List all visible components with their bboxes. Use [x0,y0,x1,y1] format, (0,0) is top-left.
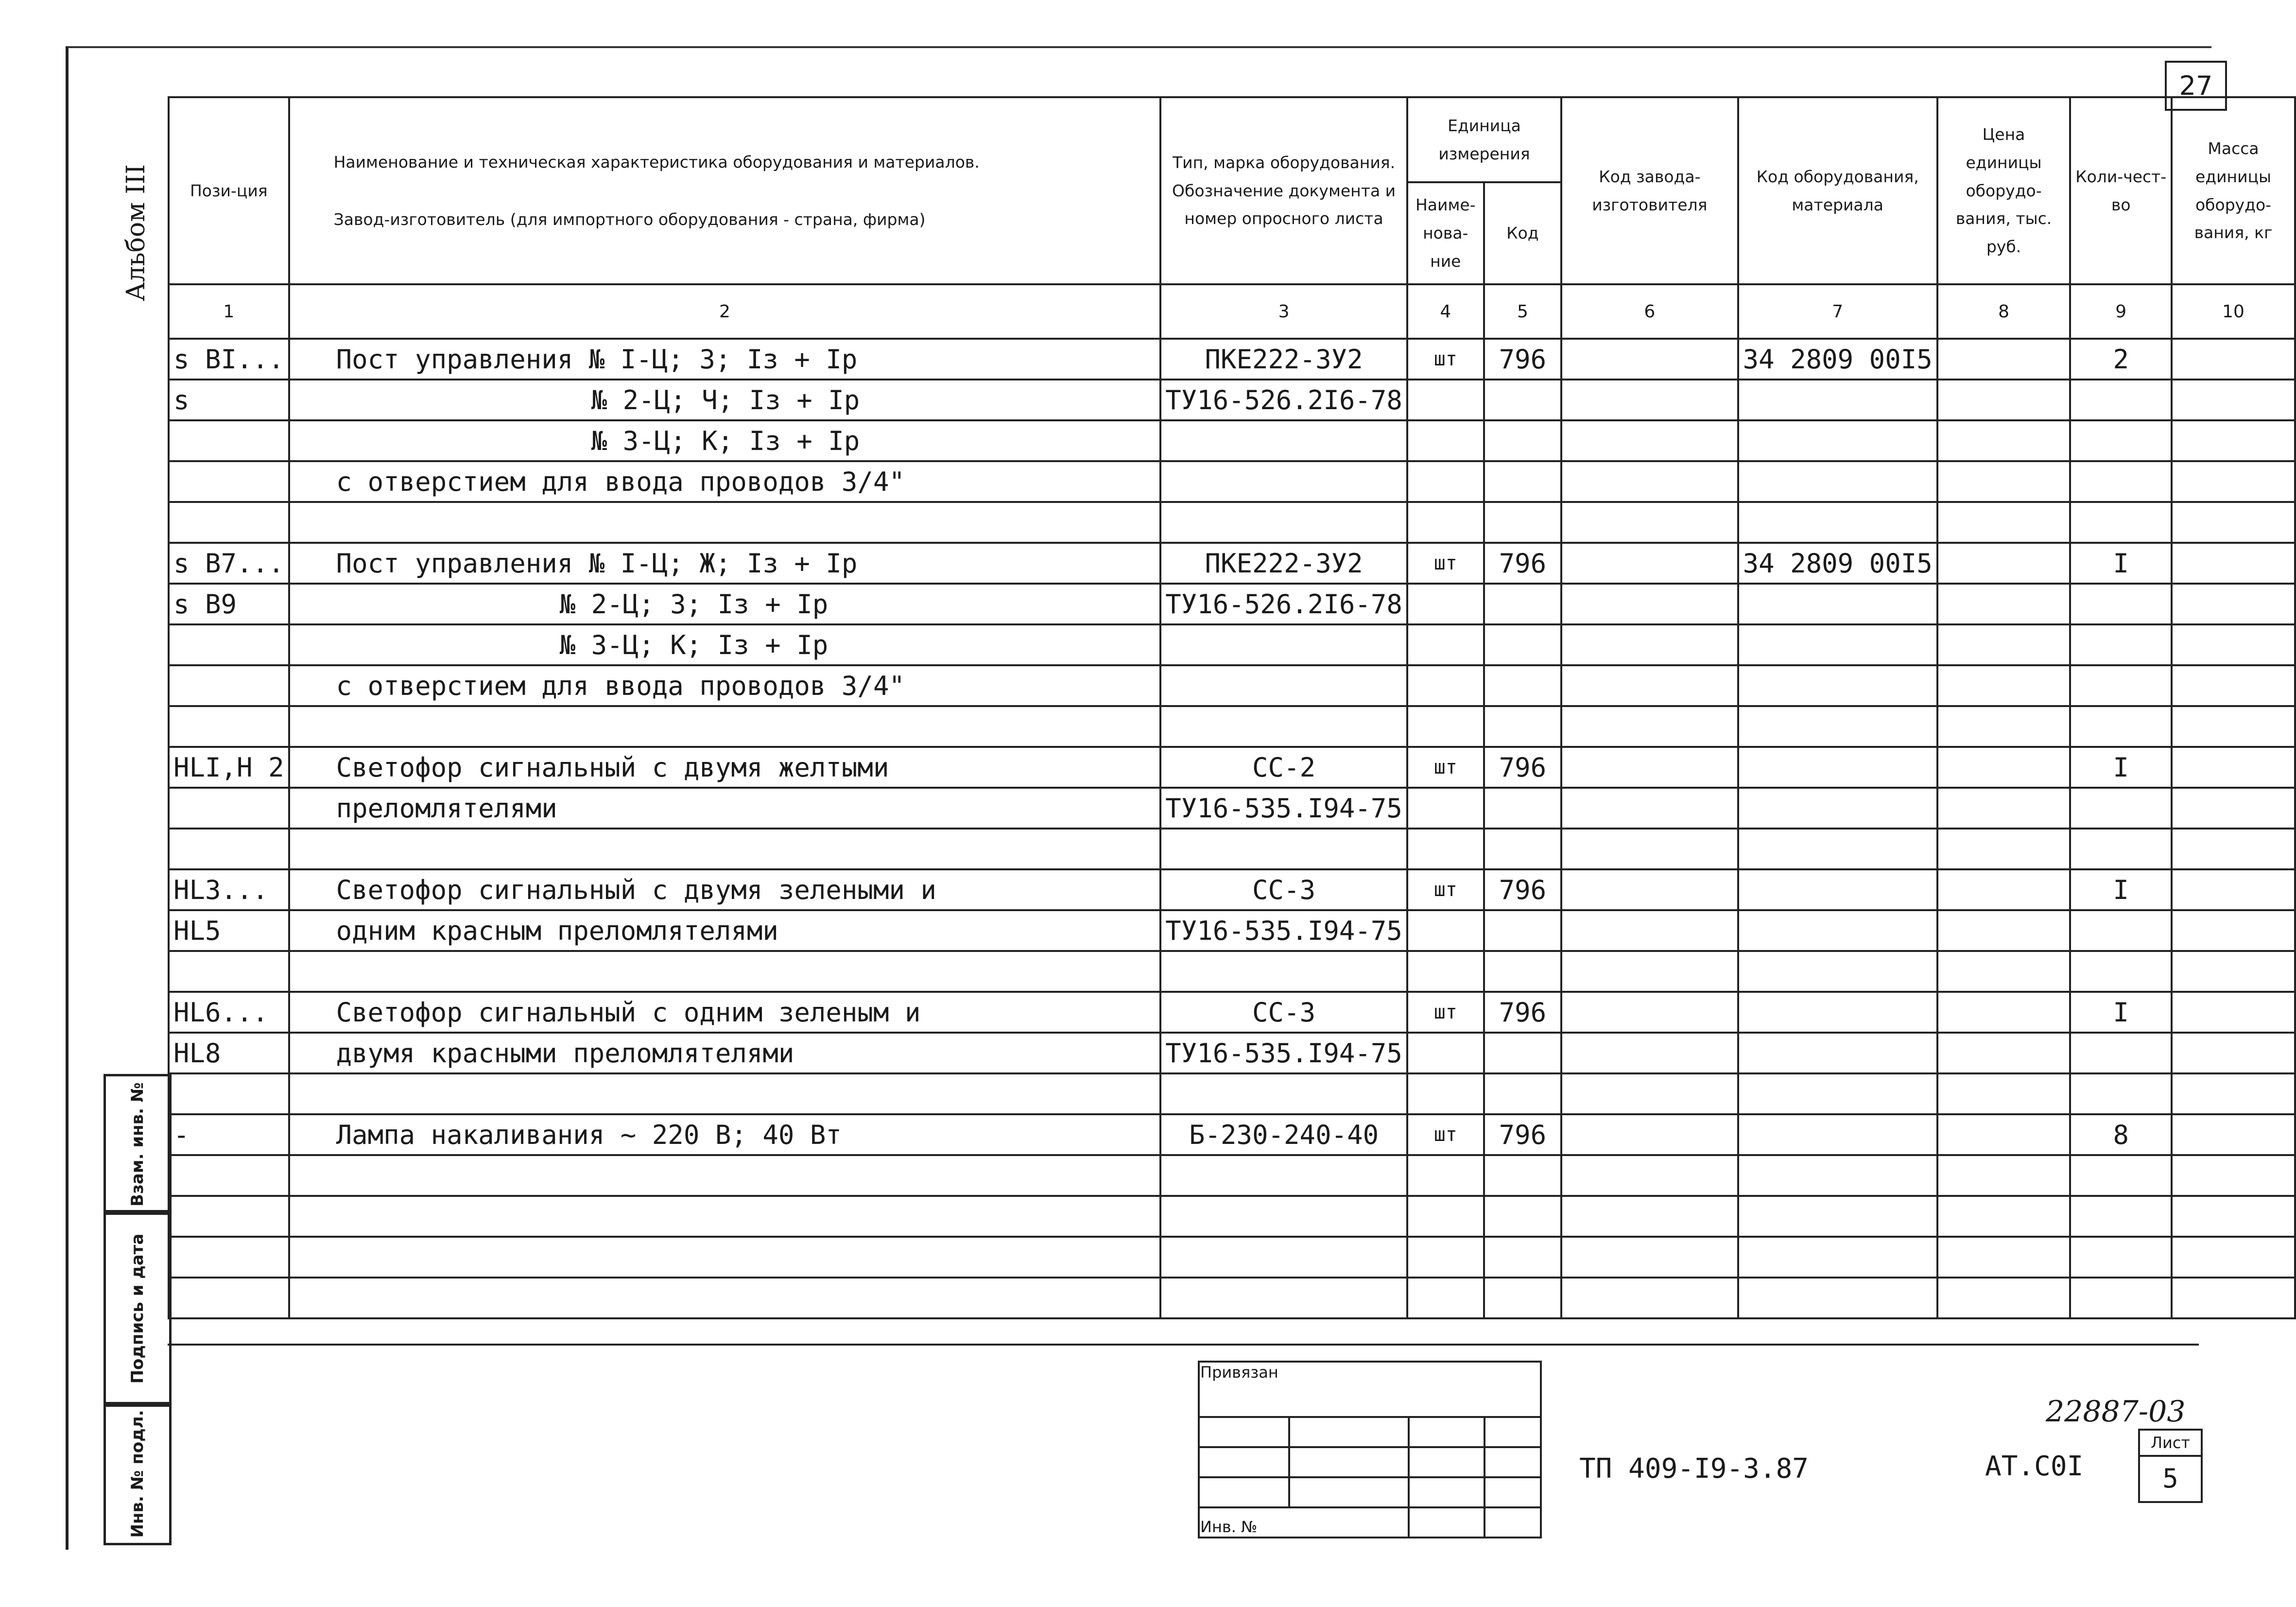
cell-factory-code [1561,1114,1738,1155]
cell-factory-code [1561,706,1738,747]
album-label: Альбом III [121,164,151,301]
cell-qty [2070,584,2172,624]
cell-name: № 3-Ц; К; Iз + Iр [289,624,1161,665]
stamp-tied-label: Привязан [1199,1362,1541,1417]
cell-factory-code [1561,1196,1738,1237]
cell-name: № 2-Ц; З; Iз + Iр [289,584,1161,624]
cell-unit: шт [1407,339,1484,380]
cell-unit: шт [1407,869,1484,910]
cell-qty [2070,1033,2172,1073]
cell-mass [2172,543,2295,584]
cell-type [1160,624,1407,665]
cell-unit: шт [1407,747,1484,788]
cell-factory-code [1561,665,1738,706]
cell-equip-code [1738,1155,1937,1196]
cell-price [1937,461,2071,502]
cell-position: - [169,1114,289,1155]
cell-name [289,1196,1161,1237]
col-equip-code-header: Код оборудования, материала [1738,97,1937,284]
cell-unit-code: 796 [1484,543,1561,584]
cell-qty [2070,788,2172,829]
cell-price [1937,1278,2071,1318]
table-row [169,747,2295,788]
cell-mass [2172,380,2295,420]
cell-price [1937,992,2071,1033]
cell-mass [2172,420,2295,461]
table-row [169,1033,2295,1073]
cell-equip-code [1738,1196,1937,1237]
cell-type [1160,706,1407,747]
cell-price [1937,380,2071,420]
cell-unit-code: 796 [1484,747,1561,788]
table-row [169,1073,2295,1114]
cell-qty [2070,706,2172,747]
cell-factory-code [1561,624,1738,665]
cell-mass [2172,461,2295,502]
cell-price [1937,869,2071,910]
cell-factory-code [1561,584,1738,624]
cell-mass [2172,1073,2295,1114]
cell-unit-code [1484,584,1561,624]
cell-position [169,1278,289,1318]
cell-factory-code [1561,788,1738,829]
cell-factory-code [1561,829,1738,869]
cell-qty [2070,829,2172,869]
cell-unit [1407,1155,1484,1196]
cell-name: № 3-Ц; К; Iз + Iр [289,420,1161,461]
cell-mass [2172,747,2295,788]
cell-price [1937,951,2071,992]
cell-unit-code [1484,1033,1561,1073]
column-number-row: 1 2 3 4 5 6 7 8 9 10 [169,284,2295,339]
cell-type [1160,665,1407,706]
table-row [169,461,2295,502]
cell-unit-code [1484,420,1561,461]
cell-mass [2172,706,2295,747]
handwritten-number: 22887-03 [2046,1395,2186,1429]
cell-mass [2172,584,2295,624]
table-row [169,706,2295,747]
cell-mass [2172,869,2295,910]
cell-mass [2172,1155,2295,1196]
cell-type: ТУ16-526.2I6-78 [1160,380,1407,420]
cell-type [1160,1237,1407,1278]
cell-qty [2070,1073,2172,1114]
cell-qty: I [2070,543,2172,584]
table-row [169,1155,2295,1196]
cell-unit [1407,461,1484,502]
cell-name: Пост управления № I-Ц; З; Iз + Iр [289,339,1161,380]
cell-equip-code [1738,910,1937,951]
cell-name: Пост управления № I-Ц; Ж; Iз + Iр [289,543,1161,584]
cell-name: Светофор сигнальный с одним зеленым и [289,992,1161,1033]
cell-type: СС-3 [1160,869,1407,910]
cell-position: s BI... [169,339,289,380]
cell-equip-code [1738,380,1937,420]
cell-price [1937,910,2071,951]
cell-position [169,829,289,869]
cell-factory-code [1561,339,1738,380]
cell-position: s [169,380,289,420]
cell-unit [1407,1073,1484,1114]
table-row [169,543,2295,584]
cell-mass [2172,992,2295,1033]
cell-name: одним красным преломлятелями [289,910,1161,951]
cell-type: СС-2 [1160,747,1407,788]
cell-price [1937,624,2071,665]
cell-mass [2172,1033,2295,1073]
table-row [169,380,2295,420]
cell-unit [1407,951,1484,992]
cell-unit [1407,1278,1484,1318]
cell-position [169,706,289,747]
cell-factory-code [1561,461,1738,502]
cell-factory-code [1561,747,1738,788]
cell-name [289,829,1161,869]
cell-equip-code [1738,869,1937,910]
table-row [169,1237,2295,1278]
cell-name [289,1237,1161,1278]
cell-unit-code [1484,1196,1561,1237]
col-qty-header: Коли-чест-во [2070,97,2172,284]
cell-position [169,461,289,502]
cell-type [1160,829,1407,869]
cell-factory-code [1561,1033,1738,1073]
cell-type: СС-3 [1160,992,1407,1033]
cell-unit [1407,420,1484,461]
sheet-number: 5 [2162,1463,2178,1494]
cell-unit-code [1484,380,1561,420]
sheet-label: Лист [2140,1431,2201,1457]
cell-mass [2172,910,2295,951]
cell-type [1160,1073,1407,1114]
cell-unit [1407,1196,1484,1237]
cell-factory-code [1561,502,1738,543]
side-stamp-signature: Подпись и дата [104,1210,172,1407]
cell-qty [2070,1237,2172,1278]
cell-position [169,420,289,461]
stamp-inv-label: Инв. № [1199,1507,1409,1538]
cell-price [1937,1155,2071,1196]
cell-price [1937,1114,2071,1155]
cell-qty [2070,461,2172,502]
cell-unit-code [1484,665,1561,706]
cell-position: HL3... [169,869,289,910]
col-price-header: Цена единицы оборудо-вания, тыс. руб. [1937,97,2071,284]
cell-unit-code: 796 [1484,1114,1561,1155]
cell-qty [2070,910,2172,951]
cell-price [1937,829,2071,869]
cell-type: ПКЕ222-3У2 [1160,339,1407,380]
cell-unit-code [1484,624,1561,665]
cell-qty [2070,420,2172,461]
col-unit-name-header: Наиме-нова-ние [1407,182,1484,284]
cell-equip-code [1738,1278,1937,1318]
cell-factory-code [1561,1278,1738,1318]
cell-unit-code: 796 [1484,992,1561,1033]
col-name-header: Наименование и техническая характеристика оборудования и материалов. Завод-изготовитель (для импортного оборудования - страна, фирма) [289,97,1161,284]
cell-price [1937,1073,2071,1114]
cell-mass [2172,339,2295,380]
cell-name [289,502,1161,543]
cell-unit-code [1484,829,1561,869]
cell-price [1937,420,2071,461]
cell-type [1160,502,1407,543]
cell-unit: шт [1407,543,1484,584]
cell-equip-code [1738,584,1937,624]
cell-equip-code [1738,829,1937,869]
table-row [169,788,2295,829]
cell-type: Б-230-240-40 [1160,1114,1407,1155]
col-unit-header: Единица измерения [1407,97,1561,182]
cell-unit [1407,502,1484,543]
cell-factory-code [1561,992,1738,1033]
cell-equip-code [1738,747,1937,788]
cell-price [1937,339,2071,380]
cell-unit-code [1484,502,1561,543]
table-row [169,1196,2295,1237]
table-row [169,869,2295,910]
cell-qty: I [2070,992,2172,1033]
cell-mass [2172,502,2295,543]
cell-unit [1407,584,1484,624]
cell-name: Светофор сигнальный с двумя желтыми [289,747,1161,788]
cell-price [1937,706,2071,747]
cell-mass [2172,1278,2295,1318]
corner-sheet-number: 27 [2165,61,2227,111]
table-row [169,624,2295,665]
cell-factory-code [1561,1155,1738,1196]
cell-price [1937,1196,2071,1237]
table-row [169,339,2295,380]
title-block [168,1344,2199,1545]
cell-price [1937,543,2071,584]
cell-equip-code: 34 2809 00I5 [1738,543,1937,584]
cell-mass [2172,1237,2295,1278]
cell-unit: шт [1407,1114,1484,1155]
cell-unit [1407,788,1484,829]
cell-unit-code [1484,1073,1561,1114]
cell-unit [1407,706,1484,747]
cell-equip-code [1738,1073,1937,1114]
cell-unit-code [1484,1155,1561,1196]
cell-type: ТУ16-535.I94-75 [1160,788,1407,829]
cell-mass [2172,951,2295,992]
cell-equip-code [1738,992,1937,1033]
cell-type [1160,1155,1407,1196]
cell-qty [2070,1278,2172,1318]
cell-equip-code [1738,420,1937,461]
cell-factory-code [1561,869,1738,910]
cell-position [169,1196,289,1237]
cell-position: HL8 [169,1033,289,1073]
cell-qty [2070,380,2172,420]
cell-name: Лампа накаливания ~ 220 В; 40 Вт [289,1114,1161,1155]
document-code: ТП 409-I9-3.87 [1579,1453,1809,1485]
cell-unit-code: 796 [1484,339,1561,380]
side-stamp-replacement: Взам. инв. № [104,1074,172,1215]
cell-position: HL6... [169,992,289,1033]
cell-qty [2070,951,2172,992]
cell-position [169,502,289,543]
cell-position: HLI,H 2 [169,747,289,788]
table-row [169,992,2295,1033]
cell-equip-code: 34 2809 00I5 [1738,339,1937,380]
cell-name [289,951,1161,992]
cell-equip-code [1738,1237,1937,1278]
table-row [169,420,2295,461]
cell-unit-code [1484,910,1561,951]
col-type-header: Тип, марка оборудования. Обозначение документа и номер опросного листа [1160,97,1407,284]
cell-unit [1407,1033,1484,1073]
cell-qty: 2 [2070,339,2172,380]
cell-equip-code [1738,951,1937,992]
document-mark: АТ.С0I [1985,1451,2084,1482]
cell-price [1937,1033,2071,1073]
cell-factory-code [1561,1237,1738,1278]
cell-qty [2070,1196,2172,1237]
cell-name: двумя красными преломлятелями [289,1033,1161,1073]
cell-unit [1407,380,1484,420]
cell-qty [2070,1155,2172,1196]
cell-name: с отверстием для ввода проводов 3/4" [289,461,1161,502]
cell-mass [2172,829,2295,869]
cell-qty: 8 [2070,1114,2172,1155]
sheet-box [2138,1429,2203,1503]
cell-qty: I [2070,747,2172,788]
cell-unit-code [1484,461,1561,502]
cell-name [289,1073,1161,1114]
cell-qty [2070,502,2172,543]
cell-qty [2070,624,2172,665]
cell-type [1160,1278,1407,1318]
cell-position: s B7... [169,543,289,584]
cell-qty [2070,665,2172,706]
cell-position [169,1237,289,1278]
cell-mass [2172,788,2295,829]
specification-table [168,96,2296,1319]
cell-unit-code [1484,788,1561,829]
cell-factory-code [1561,1073,1738,1114]
col-position-header: Пози-ция [169,97,289,284]
cell-type: ТУ16-535.I94-75 [1160,910,1407,951]
cell-type [1160,461,1407,502]
cell-name [289,1155,1161,1196]
cell-name: № 2-Ц; Ч; Iз + Iр [289,380,1161,420]
cell-unit-code [1484,1237,1561,1278]
table-row [169,910,2295,951]
cell-factory-code [1561,380,1738,420]
table-row [169,829,2295,869]
cell-equip-code [1738,1033,1937,1073]
cell-position [169,624,289,665]
cell-unit [1407,665,1484,706]
col-mass-header: Масса единицы оборудо-вания, кг [2172,97,2295,284]
cell-position: s B9 [169,584,289,624]
cell-mass [2172,1114,2295,1155]
table-row [169,502,2295,543]
side-stamp-original: Инв. № подл. [104,1402,172,1545]
col-unit-code-header: Код [1484,182,1561,284]
cell-name [289,706,1161,747]
cell-factory-code [1561,543,1738,584]
cell-factory-code [1561,910,1738,951]
binding-stamp [1198,1361,1542,1538]
cell-type: ТУ16-535.I94-75 [1160,1033,1407,1073]
cell-type [1160,951,1407,992]
cell-equip-code [1738,706,1937,747]
cell-type: ТУ16-526.2I6-78 [1160,584,1407,624]
cell-unit [1407,624,1484,665]
cell-equip-code [1738,1114,1937,1155]
cell-type [1160,1196,1407,1237]
cell-price [1937,788,2071,829]
table-row [169,584,2295,624]
cell-price [1937,1237,2071,1278]
cell-price [1937,747,2071,788]
cell-qty: I [2070,869,2172,910]
cell-equip-code [1738,502,1937,543]
cell-name: преломлятелями [289,788,1161,829]
cell-position [169,665,289,706]
cell-name: Светофор сигнальный с двумя зелеными и [289,869,1161,910]
table-row [169,665,2295,706]
cell-equip-code [1738,788,1937,829]
cell-factory-code [1561,951,1738,992]
cell-position [169,951,289,992]
cell-equip-code [1738,665,1937,706]
cell-name: с отверстием для ввода проводов 3/4" [289,665,1161,706]
cell-equip-code [1738,461,1937,502]
cell-mass [2172,665,2295,706]
cell-unit [1407,829,1484,869]
cell-type [1160,420,1407,461]
cell-unit [1407,1237,1484,1278]
cell-unit: шт [1407,992,1484,1033]
col-factory-code-header: Код завода-изготовителя [1561,97,1738,284]
table-row [169,951,2295,992]
cell-position: HL5 [169,910,289,951]
cell-factory-code [1561,420,1738,461]
cell-position [169,1155,289,1196]
cell-price [1937,665,2071,706]
table-row [169,1278,2295,1318]
cell-unit-code [1484,951,1561,992]
cell-position [169,788,289,829]
cell-unit-code: 796 [1484,869,1561,910]
header-row [169,97,2295,182]
cell-unit-code [1484,1278,1561,1318]
cell-position [169,1073,289,1114]
cell-name [289,1278,1161,1318]
cell-equip-code [1738,624,1937,665]
cell-price [1937,502,2071,543]
table-row [169,1114,2295,1155]
cell-unit-code [1484,706,1561,747]
cell-mass [2172,1196,2295,1237]
cell-price [1937,584,2071,624]
cell-mass [2172,624,2295,665]
cell-unit [1407,910,1484,951]
cell-type: ПКЕ222-3У2 [1160,543,1407,584]
